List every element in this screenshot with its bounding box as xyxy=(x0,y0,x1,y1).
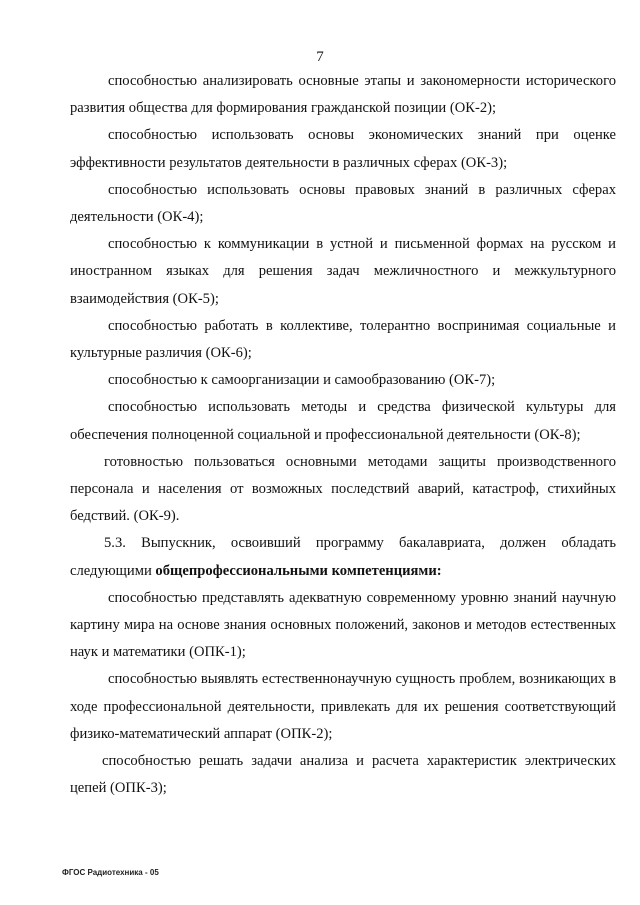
page-footer: ФГОС Радиотехника - 05 xyxy=(62,868,159,877)
competency-ok-5: способностью к коммуникации в устной и письменной формах на русском и иностранном языках для решения задач межличностного и межкультурного взаимодействия (ОК-5); xyxy=(70,236,616,307)
page-number: 7 xyxy=(316,49,324,65)
document-body xyxy=(70,68,616,802)
section-lead-text: 5.3. Выпускник, освоивший программу бакалавриата, должен обладать следующими xyxy=(70,535,616,579)
competency-ok-9: готовностью пользоваться основными методами защиты производственного персонала и населения от возможных последствий аварий, катастроф, стихийных бедствий. (ОК-9). xyxy=(70,453,616,525)
competency-ok-3: способностью использовать основы экономических знаний при оценке эффективности результатов деятельности в различных сферах (ОК-3); xyxy=(70,127,616,171)
competency-ok-4: способностью использовать основы правовых знаний в различных сферах деятельности (ОК-4); xyxy=(70,181,616,226)
competency-opk-1: способностью представлять адекватную современному уровню знаний научную картину мира на основе знания основных положений, законов и методов естественных наук и математики (ОПК-1); xyxy=(70,589,616,661)
section-5-3-heading xyxy=(70,530,616,584)
section-bold-term: общепрофессиональными компетенциями: xyxy=(155,562,442,579)
competency-ok-2: способностью анализировать основные этапы и закономерности исторического развития общества для формирования гражданской позиции (ОК-2); xyxy=(70,73,616,117)
competency-ok-6: способностью работать в коллективе, толерантно воспринимая социальные и культурные различия (ОК-6); xyxy=(70,317,616,362)
competency-ok-8: способностью использовать методы и средства физической культуры для обеспечения полноценной социальной и профессиональной деятельности (ОК-8); xyxy=(70,399,616,443)
competency-opk-3: способностью решать задачи анализа и расчета характеристик электрических цепей (ОПК-3); xyxy=(70,753,616,797)
competency-ok-7: способностью к самоорганизации и самообразованию (ОК-7); xyxy=(108,372,496,389)
competency-opk-2: способностью выявлять естественнонаучную сущность проблем, возникающих в ходе профессиональной деятельности, привлекать для их решения соответствующий физико-математический аппарат (ОПК-2); xyxy=(70,671,616,742)
